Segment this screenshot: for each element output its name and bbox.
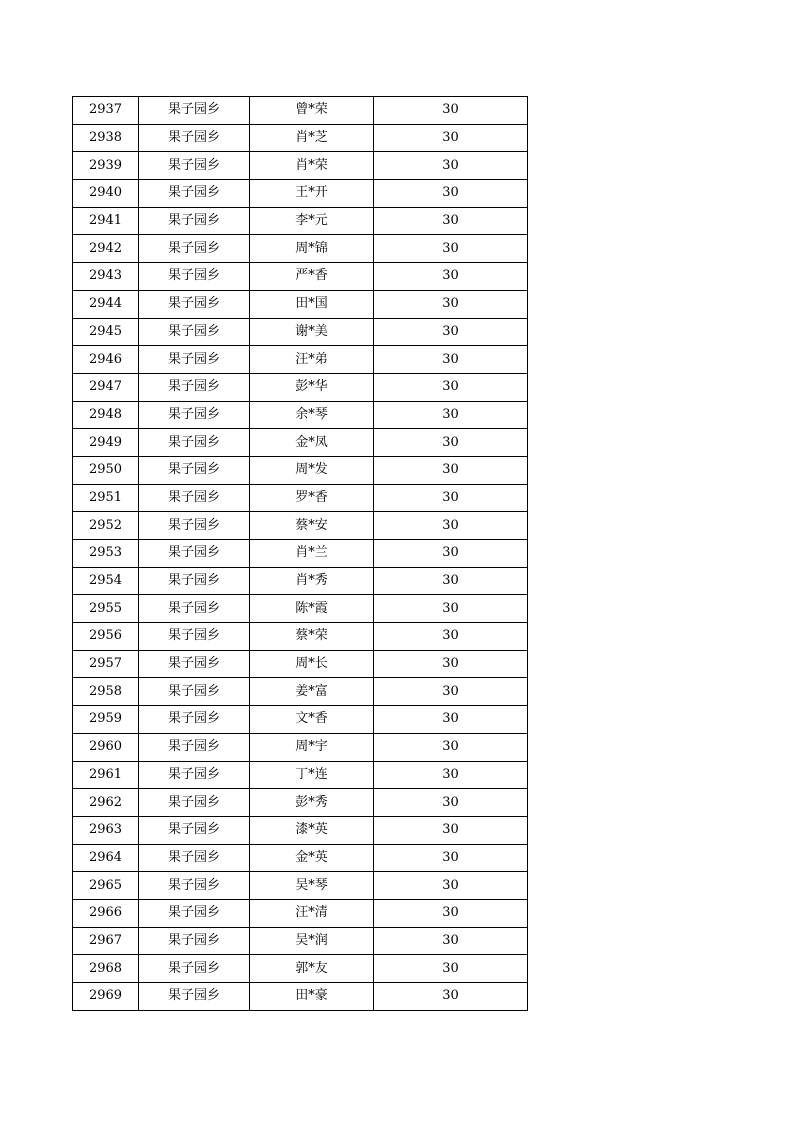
name-cell: 余*琴: [250, 401, 374, 429]
township-cell: 果子园乡: [139, 733, 250, 761]
table-row: [73, 650, 528, 678]
amount-cell: 30: [374, 152, 528, 180]
amount-cell: 30: [374, 540, 528, 568]
township-cell: 果子园乡: [139, 346, 250, 374]
table-row: [73, 512, 528, 540]
name-cell: 彭*华: [250, 373, 374, 401]
amount-cell: 30: [374, 567, 528, 595]
record-table: [72, 96, 528, 1011]
township-cell: 果子园乡: [139, 429, 250, 457]
amount-cell: 30: [374, 927, 528, 955]
row-number-cell: 2957: [73, 650, 139, 678]
table-row: [73, 761, 528, 789]
row-number-cell: 2946: [73, 346, 139, 374]
row-number-cell: 2958: [73, 678, 139, 706]
row-number-cell: 2944: [73, 290, 139, 318]
table-row: [73, 678, 528, 706]
table-row: [73, 152, 528, 180]
township-cell: 果子园乡: [139, 595, 250, 623]
amount-cell: 30: [374, 678, 528, 706]
name-cell: 丁*连: [250, 761, 374, 789]
name-cell: 严*香: [250, 263, 374, 291]
name-cell: 田*豪: [250, 983, 374, 1011]
row-number-cell: 2945: [73, 318, 139, 346]
amount-cell: 30: [374, 955, 528, 983]
township-cell: 果子园乡: [139, 650, 250, 678]
table-row: [73, 567, 528, 595]
row-number-cell: 2956: [73, 623, 139, 651]
row-number-cell: 2940: [73, 180, 139, 208]
township-cell: 果子园乡: [139, 623, 250, 651]
township-cell: 果子园乡: [139, 207, 250, 235]
name-cell: 肖*芝: [250, 124, 374, 152]
amount-cell: 30: [374, 650, 528, 678]
township-cell: 果子园乡: [139, 373, 250, 401]
table-row: [73, 540, 528, 568]
amount-cell: 30: [374, 512, 528, 540]
name-cell: 郭*友: [250, 955, 374, 983]
record-table-body: [73, 97, 528, 1011]
name-cell: 金*英: [250, 844, 374, 872]
township-cell: 果子园乡: [139, 235, 250, 263]
township-cell: 果子园乡: [139, 124, 250, 152]
amount-cell: 30: [374, 235, 528, 263]
table-row: [73, 263, 528, 291]
table-row: [73, 733, 528, 761]
amount-cell: 30: [374, 373, 528, 401]
name-cell: 李*元: [250, 207, 374, 235]
name-cell: 吴*润: [250, 927, 374, 955]
township-cell: 果子园乡: [139, 706, 250, 734]
name-cell: 蔡*荣: [250, 623, 374, 651]
amount-cell: 30: [374, 761, 528, 789]
amount-cell: 30: [374, 899, 528, 927]
amount-cell: 30: [374, 595, 528, 623]
name-cell: 吴*琴: [250, 872, 374, 900]
row-number-cell: 2952: [73, 512, 139, 540]
row-number-cell: 2964: [73, 844, 139, 872]
table-row: [73, 180, 528, 208]
table-row: [73, 97, 528, 125]
table-row: [73, 816, 528, 844]
name-cell: 罗*香: [250, 484, 374, 512]
amount-cell: 30: [374, 124, 528, 152]
amount-cell: 30: [374, 429, 528, 457]
table-row: [73, 456, 528, 484]
name-cell: 周*锦: [250, 235, 374, 263]
amount-cell: 30: [374, 290, 528, 318]
row-number-cell: 2942: [73, 235, 139, 263]
name-cell: 王*开: [250, 180, 374, 208]
row-number-cell: 2948: [73, 401, 139, 429]
name-cell: 曾*荣: [250, 97, 374, 125]
name-cell: 陈*霞: [250, 595, 374, 623]
amount-cell: 30: [374, 456, 528, 484]
township-cell: 果子园乡: [139, 97, 250, 125]
name-cell: 蔡*安: [250, 512, 374, 540]
row-number-cell: 2966: [73, 899, 139, 927]
amount-cell: 30: [374, 484, 528, 512]
row-number-cell: 2949: [73, 429, 139, 457]
township-cell: 果子园乡: [139, 872, 250, 900]
table-row: [73, 318, 528, 346]
township-cell: 果子园乡: [139, 484, 250, 512]
township-cell: 果子园乡: [139, 180, 250, 208]
amount-cell: 30: [374, 346, 528, 374]
name-cell: 肖*秀: [250, 567, 374, 595]
row-number-cell: 2953: [73, 540, 139, 568]
table-row: [73, 623, 528, 651]
name-cell: 谢*美: [250, 318, 374, 346]
name-cell: 漆*英: [250, 816, 374, 844]
table-row: [73, 429, 528, 457]
township-cell: 果子园乡: [139, 401, 250, 429]
amount-cell: 30: [374, 263, 528, 291]
table-row: [73, 346, 528, 374]
township-cell: 果子园乡: [139, 152, 250, 180]
row-number-cell: 2965: [73, 872, 139, 900]
name-cell: 汪*弟: [250, 346, 374, 374]
table-row: [73, 955, 528, 983]
table-row: [73, 373, 528, 401]
row-number-cell: 2951: [73, 484, 139, 512]
row-number-cell: 2947: [73, 373, 139, 401]
table-row: [73, 207, 528, 235]
township-cell: 果子园乡: [139, 927, 250, 955]
amount-cell: 30: [374, 816, 528, 844]
row-number-cell: 2962: [73, 789, 139, 817]
township-cell: 果子园乡: [139, 955, 250, 983]
row-number-cell: 2969: [73, 983, 139, 1011]
name-cell: 肖*兰: [250, 540, 374, 568]
amount-cell: 30: [374, 97, 528, 125]
name-cell: 彭*秀: [250, 789, 374, 817]
township-cell: 果子园乡: [139, 567, 250, 595]
name-cell: 周*长: [250, 650, 374, 678]
table-row: [73, 983, 528, 1011]
township-cell: 果子园乡: [139, 983, 250, 1011]
table-row: [73, 290, 528, 318]
name-cell: 周*宇: [250, 733, 374, 761]
amount-cell: 30: [374, 733, 528, 761]
amount-cell: 30: [374, 318, 528, 346]
name-cell: 文*香: [250, 706, 374, 734]
name-cell: 金*凤: [250, 429, 374, 457]
amount-cell: 30: [374, 706, 528, 734]
township-cell: 果子园乡: [139, 318, 250, 346]
name-cell: 汪*清: [250, 899, 374, 927]
row-number-cell: 2963: [73, 816, 139, 844]
name-cell: 周*发: [250, 456, 374, 484]
row-number-cell: 2950: [73, 456, 139, 484]
amount-cell: 30: [374, 789, 528, 817]
table-row: [73, 844, 528, 872]
name-cell: 田*国: [250, 290, 374, 318]
row-number-cell: 2961: [73, 761, 139, 789]
amount-cell: 30: [374, 207, 528, 235]
amount-cell: 30: [374, 983, 528, 1011]
amount-cell: 30: [374, 401, 528, 429]
table-row: [73, 927, 528, 955]
row-number-cell: 2941: [73, 207, 139, 235]
table-row: [73, 899, 528, 927]
township-cell: 果子园乡: [139, 678, 250, 706]
amount-cell: 30: [374, 844, 528, 872]
table-row: [73, 706, 528, 734]
amount-cell: 30: [374, 872, 528, 900]
name-cell: 肖*荣: [250, 152, 374, 180]
township-cell: 果子园乡: [139, 512, 250, 540]
township-cell: 果子园乡: [139, 789, 250, 817]
name-cell: 姜*富: [250, 678, 374, 706]
row-number-cell: 2943: [73, 263, 139, 291]
township-cell: 果子园乡: [139, 844, 250, 872]
amount-cell: 30: [374, 180, 528, 208]
table-row: [73, 595, 528, 623]
row-number-cell: 2939: [73, 152, 139, 180]
amount-cell: 30: [374, 623, 528, 651]
township-cell: 果子园乡: [139, 761, 250, 789]
row-number-cell: 2938: [73, 124, 139, 152]
township-cell: 果子园乡: [139, 816, 250, 844]
row-number-cell: 2954: [73, 567, 139, 595]
table-row: [73, 789, 528, 817]
table-row: [73, 401, 528, 429]
row-number-cell: 2937: [73, 97, 139, 125]
table-row: [73, 872, 528, 900]
row-number-cell: 2968: [73, 955, 139, 983]
table-row: [73, 235, 528, 263]
township-cell: 果子园乡: [139, 540, 250, 568]
township-cell: 果子园乡: [139, 263, 250, 291]
township-cell: 果子园乡: [139, 899, 250, 927]
table-row: [73, 124, 528, 152]
row-number-cell: 2967: [73, 927, 139, 955]
table-row: [73, 484, 528, 512]
row-number-cell: 2960: [73, 733, 139, 761]
row-number-cell: 2955: [73, 595, 139, 623]
township-cell: 果子园乡: [139, 290, 250, 318]
row-number-cell: 2959: [73, 706, 139, 734]
township-cell: 果子园乡: [139, 456, 250, 484]
